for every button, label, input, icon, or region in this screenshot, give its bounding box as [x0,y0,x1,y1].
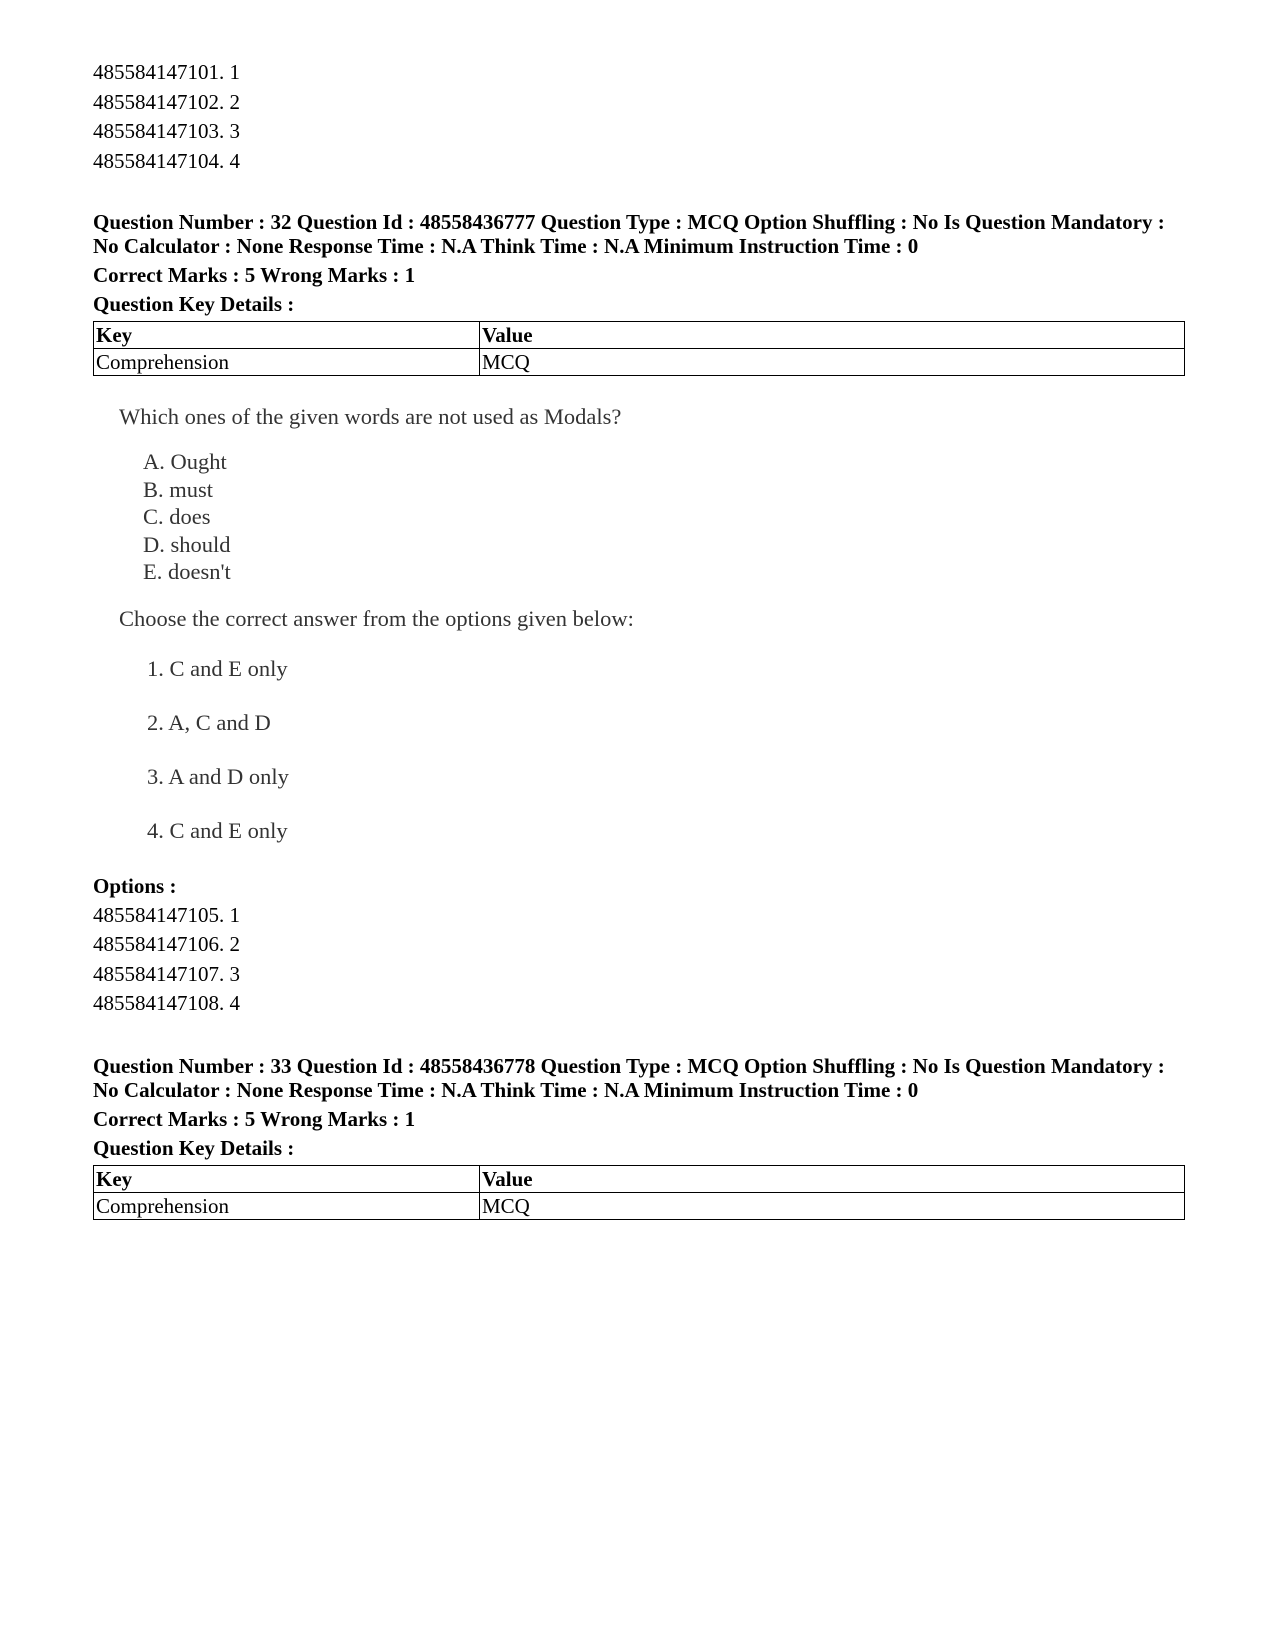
answer-item: 4. C and E only [147,817,288,843]
table-row [94,1192,1185,1219]
answer-list [147,654,1183,846]
table-header-row [94,1165,1185,1192]
key-details-table [93,1165,1185,1220]
table-cell-key: Comprehension [94,1192,480,1219]
option-line: 485584147107. 3 [93,961,240,986]
question-header-line2: No Calculator : None Response Time : N.A Think Time : N.A Minimum Instruction Time : 0 [93,1077,919,1102]
table-header-key: Key [94,1165,480,1192]
option-line: 485584147104. 4 [93,148,240,173]
document-page [93,58,1183,1220]
answer-item: 3. A and D only [147,763,289,789]
previous-options-list [93,58,1183,176]
question-33 [93,1054,1183,1220]
option-line: 485584147103. 3 [93,119,240,143]
table-cell-value: MCQ [480,1192,1185,1219]
choice-list [143,448,1183,586]
key-details-label: Question Key Details : [93,292,295,316]
question-stem: Which ones of the given words are not used as Modals? [119,404,622,429]
table-cell-value: MCQ [480,349,1185,376]
option-line: 485584147105. 1 [93,902,240,927]
table-header-key: Key [94,322,480,349]
question-header-line2: No Calculator : None Response Time : N.A Think Time : N.A Minimum Instruction Time : 0 [93,234,919,258]
table-header-value: Value [480,1165,1185,1192]
choice-item: E. doesn't [143,559,231,584]
answer-item: 2. A, C and D [147,709,271,735]
choice-item: D. should [143,531,231,557]
options-list [93,901,1183,1019]
option-line: 485584147102. 2 [93,89,240,114]
key-details-label: Question Key Details : [93,1135,295,1160]
question-content [119,402,1183,846]
question-header-line1: Question Number : 32 Question Id : 48558436777 Question Type : MCQ Option Shuffling : No Is Question Mandatory : [93,210,1165,234]
table-header-value: Value [480,322,1185,349]
option-line: 485584147106. 2 [93,932,240,956]
question-32 [93,210,1183,1019]
key-details-table [93,321,1185,376]
table-header-row [94,322,1185,349]
option-line: 485584147101. 1 [93,60,240,84]
table-row [94,349,1185,376]
choice-item: C. does [143,504,211,529]
choice-item: A. Ought [143,449,227,474]
question-instruction: Choose the correct answer from the options given below: [119,605,634,631]
option-line: 485584147108. 4 [93,991,240,1015]
marks-line: Correct Marks : 5 Wrong Marks : 1 [93,263,416,287]
answer-item: 1. C and E only [147,655,288,681]
options-label: Options : [93,873,177,898]
table-cell-key: Comprehension [94,349,480,376]
question-header-line1: Question Number : 33 Question Id : 48558436778 Question Type : MCQ Option Shuffling : No Is Question Mandatory : [93,1053,1165,1078]
choice-item: B. must [143,476,214,502]
marks-line: Correct Marks : 5 Wrong Marks : 1 [93,1106,416,1131]
